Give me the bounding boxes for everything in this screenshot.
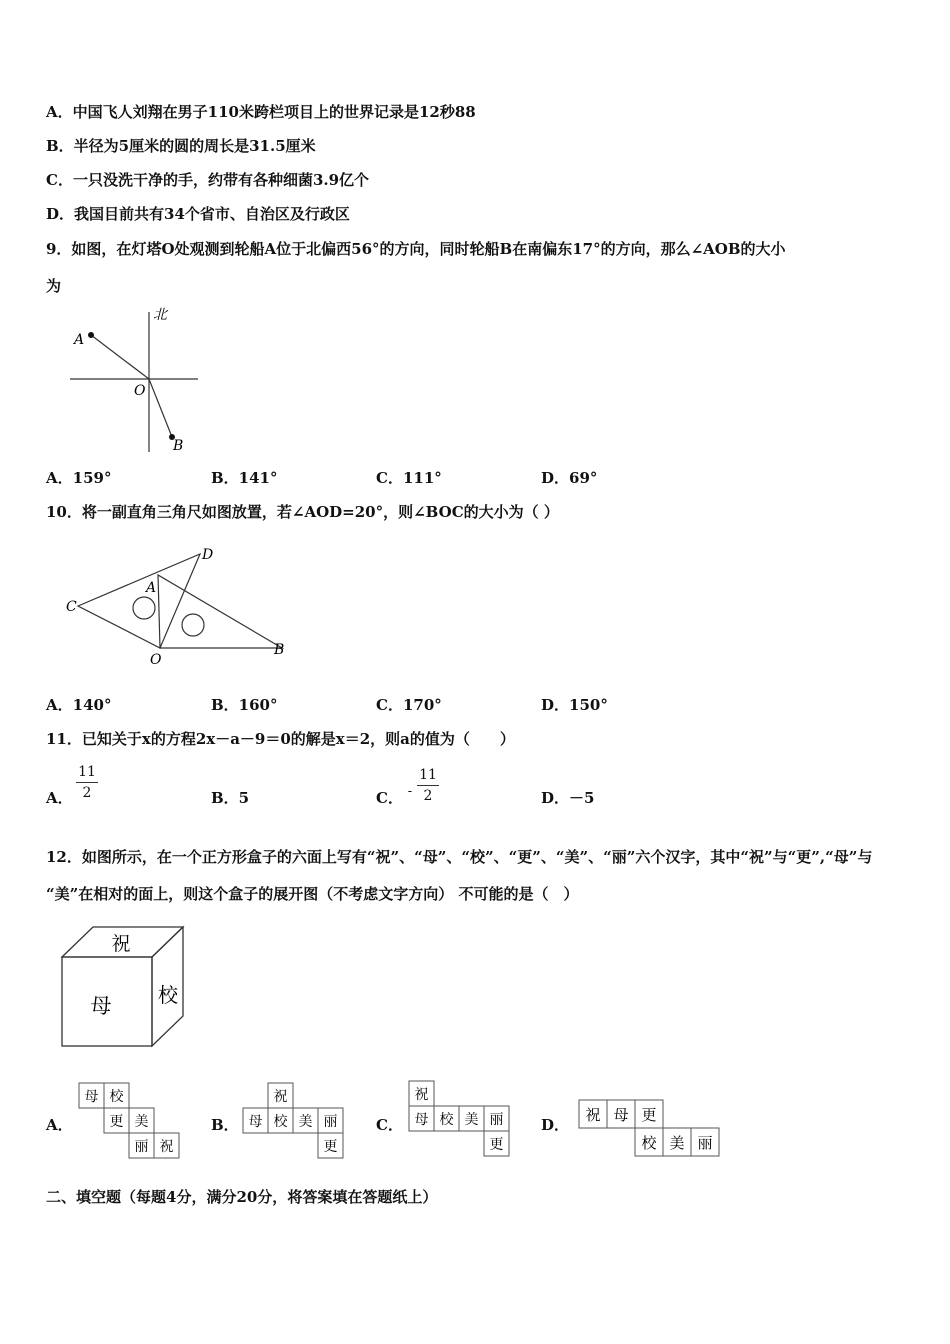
q10-option-d: D．150°	[541, 696, 608, 714]
q12-option-c-label: C．	[376, 1116, 403, 1134]
net-d-cell: 祝	[585, 1106, 601, 1124]
q11-option-b: B．5	[211, 789, 250, 807]
q10-option-a: A．140°	[46, 696, 112, 714]
q11-option-c-sign: -	[407, 784, 413, 799]
net-a-cell: 美	[134, 1114, 149, 1130]
net-c-cell: 更	[489, 1137, 504, 1153]
net-d-cell: 更	[641, 1106, 657, 1124]
q9-option-c: C．111°	[376, 469, 442, 487]
net-b-cell: 更	[323, 1139, 338, 1155]
net-a-cell: 母	[84, 1089, 99, 1105]
net-d-cell: 美	[669, 1134, 685, 1152]
q11-option-c-fraction	[417, 767, 439, 804]
net-a-cell: 祝	[159, 1139, 174, 1155]
q9-point-b-label: B	[173, 438, 184, 454]
q9-point-a-label: A	[74, 332, 85, 348]
q11-option-a-label: A．	[46, 789, 73, 807]
q11-option-d: D．－5	[541, 789, 595, 807]
q10-question: 10．将一副直角三角尺如图放置，若∠AOD=20°，则∠BOC的大小为（ ）	[46, 503, 559, 521]
q8-option-a: A．中国飞人刘翔在男子110米跨栏项目上的世界记录是12秒88	[46, 103, 476, 121]
net-a-cell: 丽	[134, 1139, 149, 1155]
q11-option-a-fraction	[76, 764, 98, 801]
q9-question-line1: 9．如图，在灯塔O处观测到轮船A位于北偏西56°的方向，同时轮船B在南偏东17°的方向，那么∠AOB的大小	[46, 240, 786, 258]
net-c-cell: 祝	[414, 1087, 429, 1103]
q12-question-line1: 12．如图所示，在一个正方形盒子的六面上写有“祝”、“母”、“校”、“更”、“美”、“丽”六个汉字，其中“祝”与“更”,“母”与	[46, 848, 873, 866]
q12-net-b	[242, 1080, 348, 1162]
net-d-cell: 母	[613, 1106, 629, 1124]
q12-net-a	[78, 1080, 183, 1162]
q10-point-c-label: C	[66, 599, 77, 615]
cube-front-face: 母	[90, 994, 112, 1018]
q12-option-a-label: A．	[46, 1116, 73, 1134]
net-a-cell: 校	[109, 1089, 124, 1105]
net-b-cell: 美	[298, 1114, 313, 1130]
q11-option-c-denominator: 2	[423, 788, 433, 804]
q11-option-c-label: C．	[376, 789, 403, 807]
cube-top-face: 祝	[111, 933, 131, 955]
q10-point-o-label: O	[150, 652, 162, 668]
net-d-cell: 校	[641, 1134, 657, 1152]
net-b-cell: 祝	[273, 1089, 288, 1105]
q9-option-b: B．141°	[211, 469, 278, 487]
q9-option-d: D．69°	[541, 469, 598, 487]
q12-option-d-label: D．	[541, 1116, 570, 1134]
q10-option-b: B．160°	[211, 696, 278, 714]
net-c-cell: 美	[464, 1112, 479, 1128]
section-2-heading: 二、填空题（每题4分，满分20分，将答案填在答题纸上）	[46, 1188, 438, 1206]
fraction-bar	[417, 785, 439, 786]
q12-net-d	[577, 1097, 721, 1159]
net-c-cell: 校	[439, 1112, 454, 1128]
q9-option-a: A．159°	[46, 469, 112, 487]
q12-option-b-label: B．	[211, 1116, 239, 1134]
q11-option-a-denominator: 2	[82, 785, 92, 801]
q11-option-c-numerator: 11	[419, 767, 437, 783]
q12-net-c	[408, 1078, 514, 1160]
net-b-cell: 丽	[323, 1114, 338, 1130]
q8-option-d: D．我国目前共有34个省市、自治区及行政区	[46, 205, 350, 223]
q9-point-o-label: O	[134, 383, 146, 399]
cube-side-face: 校	[158, 983, 178, 1007]
q10-figure	[60, 540, 300, 670]
q12-cube-figure	[55, 922, 190, 1052]
fraction-bar	[76, 782, 98, 783]
net-d-cell: 丽	[697, 1134, 713, 1152]
q10-option-c: C．170°	[376, 696, 442, 714]
q8-option-c: C．一只没洗干净的手，约带有各种细菌3.9亿个	[46, 171, 370, 189]
net-c-cell: 丽	[489, 1112, 504, 1128]
net-b-cell: 母	[248, 1114, 263, 1130]
q12-question-line2: “美”在相对的面上，则这个盒子的展开图（不考虑文字方向） 不可能的是（ ）	[46, 885, 579, 903]
q11-question: 11．已知关于x的方程2x－a－9＝0的解是x＝2，则a的值为（ ）	[46, 730, 515, 748]
q10-point-a-label: A	[146, 580, 157, 596]
net-c-cell: 母	[414, 1112, 429, 1128]
q9-north-label: 北	[153, 307, 167, 323]
q9-figure	[60, 300, 210, 460]
net-a-cell: 更	[109, 1114, 124, 1130]
q8-option-b: B．半径为5厘米的圆的周长是31.5厘米	[46, 137, 316, 155]
q11-option-a-numerator: 11	[78, 764, 96, 780]
q9-question-line2: 为	[46, 277, 62, 295]
q10-point-b-label: B	[274, 642, 285, 658]
net-b-cell: 校	[273, 1114, 288, 1130]
q10-point-d-label: D	[202, 547, 214, 563]
